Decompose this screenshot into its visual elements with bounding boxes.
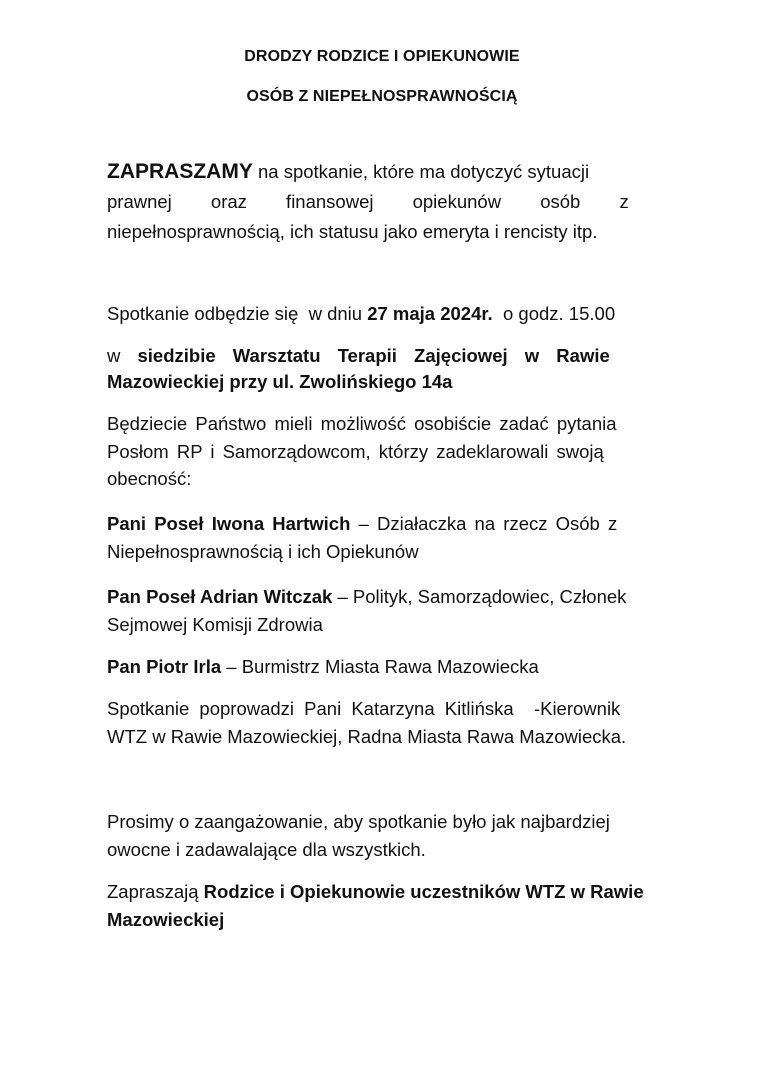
- guest-1-line-2: Niepełnosprawnością i ich Opiekunów: [107, 541, 419, 562]
- guest-1-name: Pani Poseł Iwona Hartwich: [107, 513, 351, 534]
- meeting-date: 27 maja 2024r.: [367, 303, 493, 324]
- invitation-lead: ZAPRASZAMY: [107, 160, 253, 183]
- questions-line-1: Będziecie Państwo mieli możliwość osobiście zadać pytania: [107, 413, 617, 434]
- meeting-place-line-2: [107, 370, 687, 394]
- guest-2-name: Pan Poseł Adrian Witczak: [107, 586, 333, 607]
- guest-1-role: – Działaczka na rzecz Osób z: [350, 513, 618, 534]
- host-line-2: WTZ w Rawie Mazowieckiej, Radna Miasta Rawa Mazowiecka.: [107, 726, 627, 747]
- invitation-line-1: [107, 160, 687, 184]
- host-line-1: Spotkanie poprowadzi Pani Katarzyna Kitlińska -Kierownik: [107, 698, 621, 719]
- meeting-place-1: siedzibie Warsztatu Terapii Zajęciowej w Rawie: [137, 345, 610, 366]
- closing-line-1: Prosimy o zaangażowanie, aby spotkanie było jak najbardziej: [107, 811, 610, 832]
- questions-line-2: Posłom RP i Samorządowcom, którzy zadeklarowali swoją: [107, 441, 604, 462]
- guest-1-line-1: [107, 512, 687, 536]
- invitation-line-3: niepełnosprawnością, ich statusu jako emeryta i rencisty itp.: [107, 221, 598, 242]
- guest-2-role: – Polityk, Samorządowiec, Członek: [332, 586, 627, 607]
- title-line-1: DRODZY RODZICE I OPIEKUNOWIE: [244, 48, 520, 65]
- questions-line-3: obecność:: [107, 468, 192, 489]
- meeting-date-line: [107, 302, 687, 326]
- guest-3-line-1: [107, 655, 687, 679]
- signoff-bold-1: Rodzice i Opiekunowie uczestników WTZ w Rawie: [203, 881, 644, 902]
- signoff-prefix: Zapraszają: [107, 881, 204, 902]
- guest-2-line-2: Sejmowej Komisji Zdrowia: [107, 614, 323, 635]
- guest-2-line-1: [107, 585, 687, 609]
- invitation-line-2: prawnej oraz finansowej opiekunów osób z: [107, 191, 629, 212]
- meeting-date-prefix: Spotkanie odbędzie się w dniu: [107, 303, 368, 324]
- meeting-time: o godz. 15.00: [492, 303, 616, 324]
- invitation-line-1-text: na spotkanie, które ma dotyczyć sytuacji: [252, 161, 590, 182]
- guest-3-name: Pan Piotr Irla: [107, 656, 222, 677]
- meeting-place-prefix: w: [107, 345, 138, 366]
- signoff-line-2: [107, 908, 687, 932]
- meeting-place-line-1: [107, 344, 687, 368]
- meeting-place-2: Mazowieckiej przy ul. Zwolińskiego 14a: [107, 371, 453, 392]
- guest-3-role: – Burmistrz Miasta Rawa Mazowiecka: [221, 656, 539, 677]
- title-line-2: OSÓB Z NIEPEŁNOSPRAWNOŚCIĄ: [246, 88, 518, 105]
- signoff-bold-2: Mazowieckiej: [107, 909, 225, 930]
- closing-line-2: owocne i zadawalające dla wszystkich.: [107, 839, 426, 860]
- signoff-line-1: [107, 880, 687, 904]
